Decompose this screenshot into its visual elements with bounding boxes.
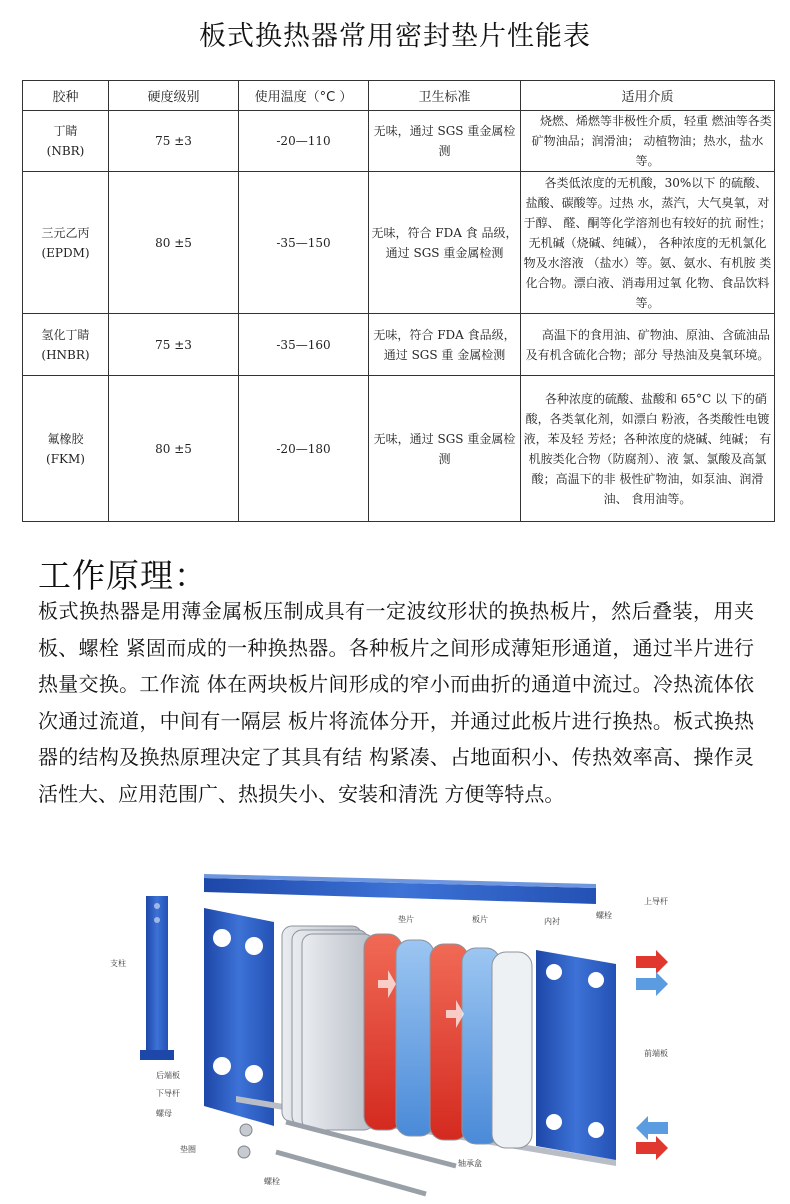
rubber-code: (HNBR) (41, 347, 90, 362)
rubber-code: (NBR) (46, 144, 85, 158)
label-liner: 内衬 (544, 917, 560, 926)
back-plate (204, 908, 274, 1126)
hardness-cell: 75 ±3 (109, 111, 239, 172)
plate-pack (282, 926, 374, 1130)
heat-exchanger-diagram (96, 860, 696, 1200)
hygiene-text: 无味，符合 FDA 食品级，通过 SGS 重 金属检测 (373, 327, 516, 362)
media-text: 各类低浓度的无机酸，30%以下 的硫酸、盐酸、碳酸等。过热 水，蒸汽，大气臭氧，对于醇、 醛、酮等化学溶剂也有较好的抗 耐性；无机碱（烧碱、纯碱）， 各种浓度的无机氯化物及水溶液 （盐水）等。氨、氨水、有机胺 类化合物。漂白液、消毒用过氧 化物、食品饮料等。 (523, 175, 772, 310)
label-upper-bar: 上导杆 (644, 897, 668, 906)
front-plate (536, 950, 616, 1160)
hygiene-text: 无味，通过 SGS 重金属检测 (373, 431, 516, 466)
temperature-cell: -20—180 (239, 376, 369, 522)
hygiene-text: 无味，符合 FDA 食 品级，通过 SGS 重金属检测 (371, 225, 518, 260)
nuts (238, 1124, 252, 1158)
label-support: 支柱 (110, 959, 126, 968)
media-cell (521, 314, 775, 376)
exploded-view-illustration (96, 860, 696, 1200)
hardness-cell: 80 ±5 (109, 172, 239, 314)
label-plate: 板片 (472, 915, 488, 924)
section-heading: 工作原理： (38, 556, 208, 595)
hardness-cell: 75 ±3 (109, 314, 239, 376)
hygiene-cell (369, 314, 521, 376)
media-cell (521, 111, 775, 172)
label-bearing: 轴承盒 (458, 1159, 482, 1168)
media-cell (521, 172, 775, 314)
upper-guide-bar (204, 874, 596, 904)
table-row (23, 172, 775, 314)
temperature-cell: -20—110 (239, 111, 369, 172)
hardness-cell: 80 ±5 (109, 376, 239, 522)
rubber-name: 氟橡胶 (47, 431, 84, 446)
rubber-cell (23, 376, 109, 522)
media-text: 烧燃、烯燃等非极性介质，轻重 燃油等各类矿物油品；润滑油； 动植物油；热水，盐水等。 (531, 114, 772, 168)
media-text: 高温下的食用油、矿物油、原油、含硫油品及有机含硫化合物；部分 导热油及臭氧环境。 (525, 327, 770, 362)
cold-plate (396, 940, 434, 1136)
hygiene-cell (369, 376, 521, 522)
rubber-code: (EPDM) (41, 245, 90, 260)
col-header-temperature: 使用温度（°C ） (239, 81, 369, 111)
gasket-performance-table (22, 80, 775, 522)
rubber-code: (FKM) (46, 451, 85, 466)
col-header-media: 适用介质 (521, 81, 775, 111)
label-washer: 垫圈 (180, 1145, 196, 1154)
support-column (140, 896, 174, 1060)
table-row (23, 111, 775, 172)
label-front-plate: 前端板 (644, 1049, 668, 1058)
rubber-cell (23, 111, 109, 172)
media-text: 各种浓度的硫酸、盐酸和 65°C 以 下的硝酸，各类氧化剂，如漂白 粉液，各类酸性电镀液，苯及轻 芳烃；各种浓度的烧碱、纯碱； 有机胺类化合物（防腐剂）、液 氯、氯酸及高氯酸；高温下的非 极性矿物油，如泵油、润滑油、 食用油等。 (523, 391, 772, 506)
hygiene-cell (369, 172, 521, 314)
hygiene-cell (369, 111, 521, 172)
table-header-row (23, 81, 775, 111)
rubber-name: 丁睛 (53, 124, 78, 138)
label-bolt: 螺栓 (264, 1177, 280, 1186)
rubber-name: 氢化丁睛 (41, 327, 90, 342)
label-nut: 螺母 (156, 1109, 172, 1118)
col-header-hardness: 硬度级别 (109, 81, 239, 111)
hygiene-text: 无味，通过 SGS 重金属检测 (373, 124, 516, 158)
table-row (23, 376, 775, 522)
gasket-plate (492, 952, 532, 1148)
label-back-plate: 后端板 (156, 1071, 180, 1080)
table-row (23, 314, 775, 376)
media-cell (521, 376, 775, 522)
page-title: 板式换热器常用密封垫片性能表 (199, 21, 591, 52)
rubber-cell (23, 172, 109, 314)
rubber-cell (23, 314, 109, 376)
col-header-rubber: 胶种 (23, 81, 109, 111)
label-gasket: 垫片 (398, 915, 414, 924)
label-bolt-top: 螺栓 (596, 911, 612, 920)
rubber-name: 三元乙丙 (41, 225, 90, 240)
col-header-hygiene: 卫生标准 (369, 81, 521, 111)
temperature-cell: -35—150 (239, 172, 369, 314)
section-body: 板式换热器是用薄金属板压制成具有一定波纹形状的换热板片，然后叠装，用夹板、螺栓 紧固而成的一种换热器。各种板片之间形成薄矩形通道，通过半片进行热量交换。工作流 体在两块板片间形成的窄小而曲折的通道中流过。冷热流体依次通过流道，中间有一隔层 板片将流体分开，并通过此板片进行换热。板式换热器的结构及换热原理决定了其具有结 构紧凑、占地面积小、传热效率高、操作灵活性大、应用范围广、热损失小、安装和清洗 方便等特点。 (38, 599, 754, 806)
label-lower-bar: 下导杆 (156, 1089, 180, 1098)
temperature-cell: -35—160 (239, 314, 369, 376)
